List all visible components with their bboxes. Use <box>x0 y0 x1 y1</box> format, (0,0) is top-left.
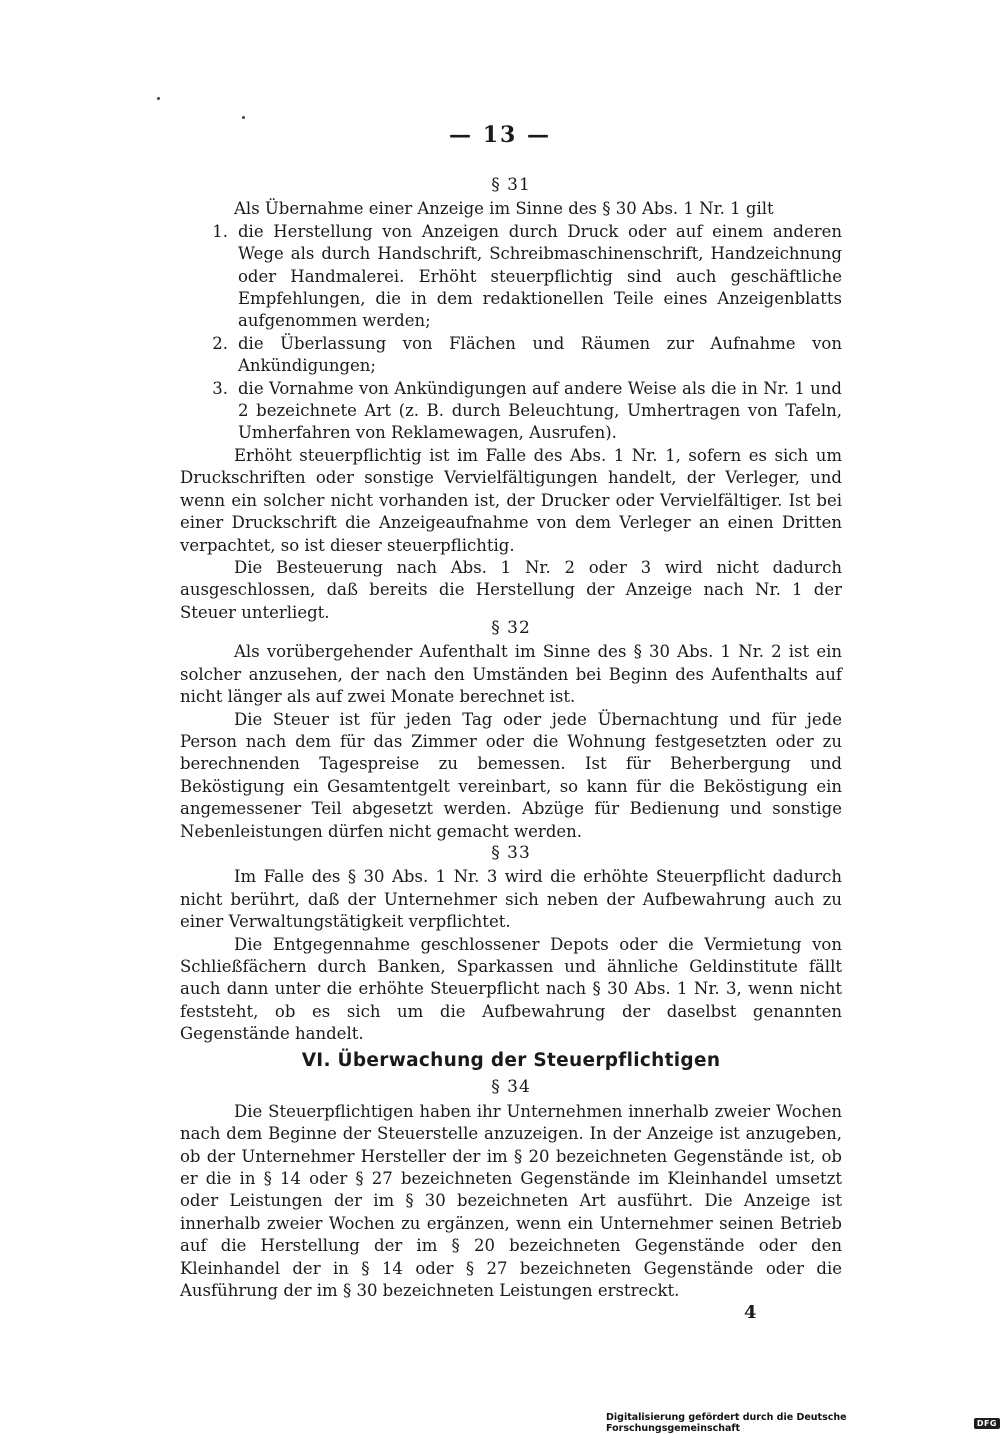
digitization-footer <box>606 1412 1000 1434</box>
chapter-vi <box>180 1050 842 1302</box>
list-item-number: 1. <box>212 221 228 241</box>
paragraph: Als vorübergehender Aufenthalt im Sinne des § 30 Abs. 1 Nr. 2 ist ein solcher anzusehen, der nach den Umständen bei Beginn des Aufenthalts auf nicht länger als auf zwei Monate berechnet ist. <box>180 642 842 707</box>
section-heading: § 34 <box>491 1077 531 1098</box>
page-number: — 13 — <box>449 122 551 148</box>
paragraph: Als Übernahme einer Anzeige im Sinne des § 30 Abs. 1 Nr. 1 gilt <box>234 199 774 219</box>
section-32 <box>180 617 842 843</box>
paper-speck <box>242 116 245 119</box>
footer-text: Digitalisierung gefördert durch die Deutsche Forschungsgemeinschaft <box>606 1412 847 1434</box>
dfg-logo: DFG <box>974 1418 1000 1429</box>
section-33 <box>180 842 842 1046</box>
paragraph: Die Entgegennahme geschlossener Depots oder die Vermietung von Schließfächern durch Banken, Sparkassen und ähnliche Geldinstitute fällt auch dann unter die erhöhte Steuerpflicht nach § 30 Abs. 1 Nr. 3, wenn nicht feststeht, ob es sich um die Aufbewahrung der daselbst genannten Gegenstände handelt. <box>180 934 842 1044</box>
sheet-signature: 4 <box>744 1302 757 1323</box>
list-item-text: die Herstellung von Anzeigen durch Druck oder auf einem anderen Wege als durch Handschrift, Schreibmaschinenschrift, Handzeichnung oder Handmalerei. Erhöht steuerpflichtig sind auch geschäftliche Empfehlungen, die in dem redaktionellen Teile eines Anzeigenblatts aufgenommen werden; <box>238 221 842 331</box>
section-heading: § 33 <box>491 843 531 863</box>
list-item-number: 3. <box>212 378 228 398</box>
section-heading: § 32 <box>491 618 531 638</box>
paragraph: Im Falle des § 30 Abs. 1 Nr. 3 wird die erhöhte Steuerpflicht dadurch nicht berührt, daß der Unternehmer sich neben der Aufbewahrung auch zu einer Verwaltungstätigkeit verpflichtet. <box>180 867 842 932</box>
paper-speck <box>157 97 160 100</box>
paragraph: Erhöht steuerpflichtig ist im Falle des Abs. 1 Nr. 1, sofern es sich um Druckschriften oder sonstige Vervielfältigungen handelt, der Verleger, und wenn ein solcher nicht vorhanden ist, der Drucker oder Vervielfältiger. Ist bei einer Druckschrift die Anzeigeaufnahme von dem Verleger an einen Dritten verpachtet, so ist dieser steuerpflichtig. <box>180 445 842 555</box>
section-heading: § 31 <box>491 175 531 195</box>
list-item <box>180 221 842 333</box>
section-31 <box>180 174 842 624</box>
chapter-title: VI. Überwachung der Steuerpflichtigen <box>301 1050 721 1071</box>
list-item <box>180 333 842 378</box>
paragraph: Die Besteuerung nach Abs. 1 Nr. 2 oder 3 wird nicht dadurch ausgeschlossen, daß bereits die Herstellung der Anzeige nach Nr. 1 der Steuer unterliegt. <box>180 557 842 622</box>
paragraph: Die Steuer ist für jeden Tag oder jede Übernachtung und für jede Person nach dem für das Zimmer oder die Wohnung festgesetzten oder zu berechnenden Tagespreise zu bemessen. Ist für Beherbergung und Beköstigung ein Gesamtentgelt vereinbart, so kann für die Beköstigung ein angemessener Teil abgesetzt werden. Abzüge für Bedienung und sonstige Nebenleistungen dürfen nicht gemacht werden. <box>180 709 842 841</box>
list-item-number: 2. <box>212 333 228 353</box>
paragraph: Die Steuerpflichtigen haben ihr Unternehmen innerhalb zweier Wochen nach dem Beginne der Steuerstelle anzuzeigen. In der Anzeige ist anzugeben, ob der Unternehmer Hersteller der im § 20 bezeichneten Gegenstände ist, ob er die in § 14 oder § 27 bezeichneten Gegenstände im Kleinhandel umsetzt oder Leistungen der im § 30 bezeichneten Art ausführt. Die Anzeige ist innerhalb zweier Wochen zu ergänzen, wenn ein Unternehmer seinen Betrieb auf die Herstellung der im § 20 bezeichneten Gegenstände oder den Kleinhandel der in § 14 oder § 27 bezeichneten Gegenstände oder die Ausführung der im § 30 bezeichneten Leistungen erstreckt. <box>180 1101 842 1301</box>
list-item-text: die Überlassung von Flächen und Räumen zur Aufnahme von Ankündigungen; <box>238 333 842 376</box>
list-item-text: die Vornahme von Ankündigungen auf andere Weise als die in Nr. 1 und 2 bezeichnete Art (z. B. durch Beleuchtung, Umhertragen von Tafeln, Umherfahren von Reklamewagen, Ausrufen). <box>238 378 842 443</box>
list-item <box>180 378 842 445</box>
